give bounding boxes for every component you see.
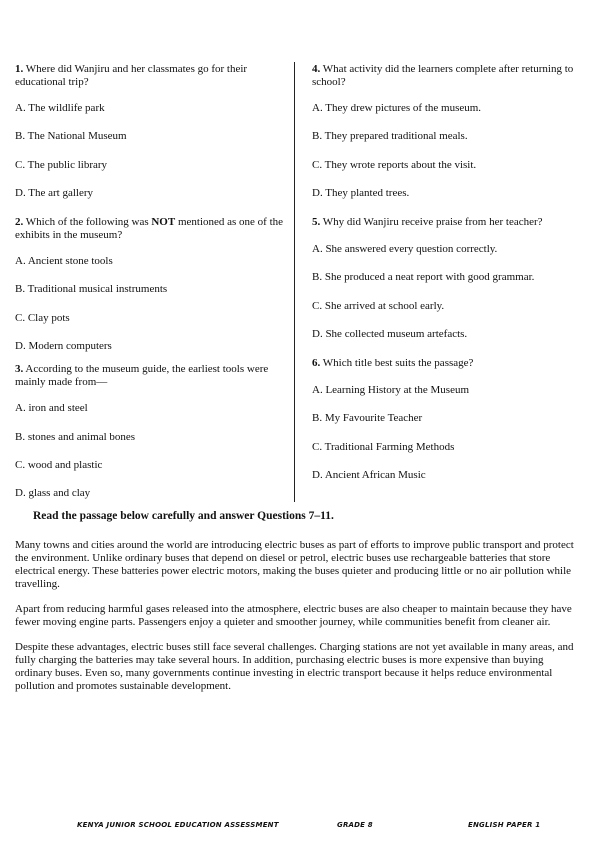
option-6a: A. Learning History at the Museum bbox=[312, 383, 470, 396]
right-question-column bbox=[312, 63, 577, 498]
question-text: According to the museum guide, the earliest tools were mainly made from— bbox=[15, 363, 269, 389]
passage-paragraph-1: Many towns and cities around the world are introducing electric buses as part of efforts to improve public transport and protect the environment. Unlike ordinary buses that depend on diesel or petrol, electric buses use rechargeable batteries that store electrical energy. These batteries power electric motors, making the buses quieter and producing little or no air pollution while travelling. bbox=[15, 539, 574, 590]
question-number: 6. bbox=[312, 356, 321, 369]
question-text-after: mentioned as one of the exhibits in the museum? bbox=[15, 215, 284, 241]
option-3a: A. iron and steel bbox=[15, 402, 88, 415]
passage-paragraph-2: Apart from reducing harmful gases released into the atmosphere, electric buses are also cheaper to maintain because they have fewer moving engine parts. Passengers enjoy a quieter and smoother journey, while communities benefit from cleaner air. bbox=[15, 602, 572, 628]
reading-passage bbox=[15, 539, 575, 705]
question-text: What activity did the learners complete after returning to school? bbox=[312, 63, 574, 88]
left-question-column bbox=[15, 63, 285, 516]
option-5b: B. She produced a neat report with good grammar. bbox=[312, 271, 535, 284]
passage-paragraph-3: Despite these advantages, electric buses still face several challenges. Charging stations are not yet available in many areas, and fully charging the batteries may take several hours. In addition, purchasing electric buses is more expensive than buying ordinary buses. Even so, many governments continue investing in electric transport because it helps reduce environmental pollution and promotes sustainable development. bbox=[15, 640, 574, 692]
column-divider bbox=[294, 62, 295, 502]
option-3b: B. stones and animal bones bbox=[15, 430, 136, 443]
question-2 bbox=[15, 216, 285, 242]
option-5a: A. She answered every question correctly. bbox=[312, 242, 498, 255]
option-3d: D. glass and clay bbox=[15, 487, 91, 500]
option-6c: C. Traditional Farming Methods bbox=[312, 440, 455, 453]
option-2a: A. Ancient stone tools bbox=[15, 254, 113, 267]
footer-exam-title: KENYA JUNIOR SCHOOL EDUCATION ASSESSMENT bbox=[77, 821, 279, 829]
option-2b: B. Traditional musical instruments bbox=[15, 283, 168, 296]
question-4 bbox=[312, 63, 577, 89]
question-text-emphasis: NOT bbox=[151, 215, 176, 228]
option-6d: D. Ancient African Music bbox=[312, 469, 426, 482]
question-number: 5. bbox=[312, 215, 321, 228]
question-1 bbox=[15, 63, 285, 89]
option-1b: B. The National Museum bbox=[15, 130, 127, 143]
option-1d: D. The art gallery bbox=[15, 187, 93, 200]
question-3 bbox=[15, 363, 285, 389]
question-6 bbox=[312, 357, 577, 370]
option-1a: A. The wildlife park bbox=[15, 101, 105, 114]
question-number: 3. bbox=[15, 363, 24, 376]
question-5 bbox=[312, 216, 577, 229]
question-text-before: Which of the following was bbox=[23, 215, 152, 228]
question-text: Why did Wanjiru receive praise from her teacher? bbox=[320, 215, 543, 228]
question-text: Which title best suits the passage? bbox=[320, 356, 474, 369]
option-6b: B. My Favourite Teacher bbox=[312, 412, 423, 425]
option-3c: C. wood and plastic bbox=[15, 459, 103, 471]
option-2d: D. Modern computers bbox=[15, 340, 112, 353]
question-number: 2. bbox=[15, 215, 24, 228]
option-5c: C. She arrived at school early. bbox=[312, 299, 445, 312]
question-text: Where did Wanjiru and her classmates go for their educational trip? bbox=[15, 63, 248, 88]
option-2c: C. Clay pots bbox=[15, 311, 70, 324]
page-footer bbox=[0, 821, 595, 833]
option-1c: C. The public library bbox=[15, 158, 108, 171]
question-number: 4. bbox=[312, 63, 321, 75]
passage-instruction: Read the passage below carefully and answer Questions 7–11. bbox=[33, 510, 334, 522]
option-5d: D. She collected museum artefacts. bbox=[312, 328, 468, 341]
option-4a: A. They drew pictures of the museum. bbox=[312, 101, 482, 114]
option-4b: B. They prepared traditional meals. bbox=[312, 130, 468, 143]
question-number: 1. bbox=[15, 63, 24, 75]
footer-grade: GRADE 8 bbox=[337, 821, 373, 829]
footer-paper: ENGLISH PAPER 1 bbox=[468, 821, 541, 829]
option-4c: C. They wrote reports about the visit. bbox=[312, 158, 477, 171]
option-4d: D. They planted trees. bbox=[312, 187, 410, 200]
